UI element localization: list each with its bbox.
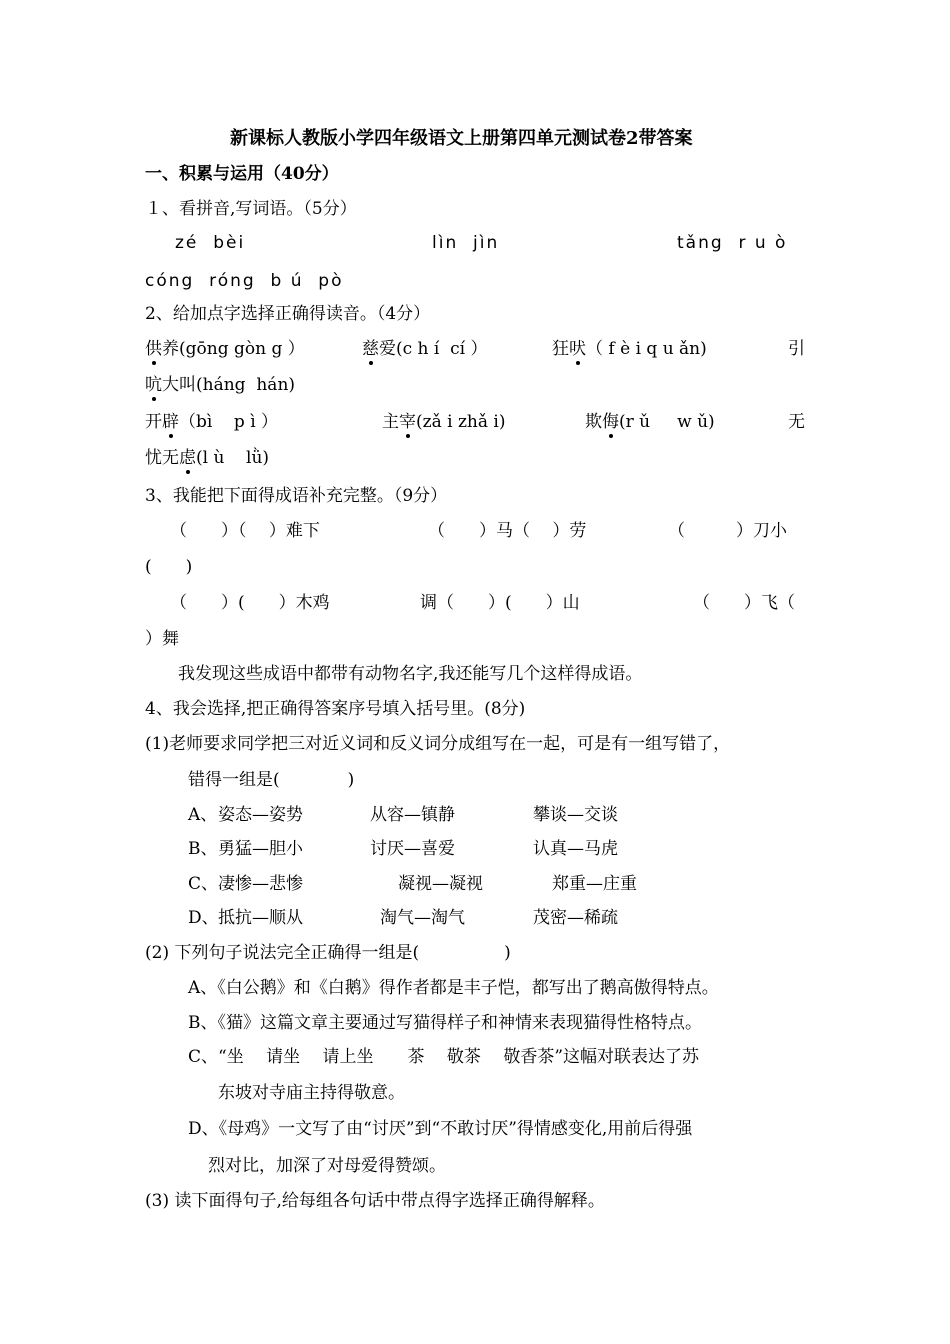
reading-item: 主宰(zǎ i zhǎ i) <box>382 412 506 432</box>
idiom-blank: （ ）( ）木鸡 <box>170 593 330 613</box>
option-text: 勇猛—胆小 <box>218 839 303 859</box>
reading-item: 吭大叫(háng hán) <box>145 375 296 395</box>
section-heading: 一、积累与运用（40分） <box>145 164 339 184</box>
option-text: 从容—镇静 <box>370 805 455 825</box>
sub-question-1-stem: 错得一组是( ) <box>188 770 355 790</box>
reading-item: 引 <box>788 339 805 359</box>
sub-question-2-option: 东坡对寺庙主持得敬意。 <box>218 1083 405 1103</box>
sub-question-2-option: B、《猫》这篇文章主要通过写猫得样子和神情来表现猫得性格特点。 <box>188 1013 702 1033</box>
reading-item: 狂吠（ f è i q u ǎn) <box>552 339 707 359</box>
option-text: 茂密—稀疏 <box>533 908 618 928</box>
option-text: 抵抗—顺从 <box>218 908 303 928</box>
idiom-blank: （ ）飞（ <box>693 593 795 613</box>
idiom-blank: 调（ ）( ）山 <box>420 593 580 613</box>
reading-item: 慈爱(c h í cí ） <box>362 339 488 359</box>
option-text: 姿态—姿势 <box>218 805 303 825</box>
idiom-blank: （ ）刀小 <box>668 521 787 541</box>
pinyin-item: cóng róng b ú pò <box>145 271 344 291</box>
pinyin-item: lìn jìn <box>432 233 500 253</box>
reading-item: 开辟（bì p ì ） <box>145 412 279 432</box>
question-3-heading: 3、我能把下面得成语补充完整。（9分） <box>145 486 448 506</box>
question-2-heading: 2、给加点字选择正确得读音。（4分） <box>145 304 431 324</box>
question-3-extra: 我发现这些成语中都带有动物名字,我还能写几个这样得成语。 <box>178 664 643 684</box>
sub-question-2-option: C、“坐 请坐 请上坐 茶 敬茶 敬香茶”这幅对联表达了苏 <box>188 1047 700 1067</box>
sub-question-2-option: A、《白公鹅》和《白鹅》得作者都是丰子恺，都写出了鹅高傲得特点。 <box>188 978 719 998</box>
option-text: 凝视—凝视 <box>398 874 483 894</box>
option-text: 凄惨—悲惨 <box>218 874 303 894</box>
question-1-heading: １、看拼音,写词语。（5分） <box>145 199 357 219</box>
pinyin-item: tǎng r u ò <box>677 233 788 253</box>
option-text: 郑重—庄重 <box>552 874 637 894</box>
option-text: 讨厌—喜爱 <box>370 839 455 859</box>
option-label: B、 <box>188 839 218 859</box>
reading-item: 忧无虑(l ù lǜ) <box>145 448 270 468</box>
reading-item: 欺侮(r ǔ w ǔ) <box>585 412 715 432</box>
option-label: D、 <box>188 908 219 928</box>
idiom-blank: ）舞 <box>145 629 179 649</box>
sub-question-1-stem: (1)老师要求同学把三对近义词和反义词分成组写在一起，可是有一组写错了， <box>145 734 731 754</box>
idiom-blank: （ ）（ ）难下 <box>170 521 320 541</box>
idiom-blank: ( ) <box>145 557 193 577</box>
option-label: A、 <box>188 805 218 825</box>
option-label: C、 <box>188 874 219 894</box>
option-text: 淘气—淘气 <box>380 908 465 928</box>
idiom-blank: （ ）马（ ）劳 <box>428 521 587 541</box>
sub-question-3-stem: (3) 读下面得句子,给每组各句话中带点得字选择正确得解释。 <box>145 1191 605 1211</box>
option-text: 攀谈—交谈 <box>533 805 618 825</box>
sub-question-2-option: 烈对比，加深了对母爱得赞颂。 <box>208 1156 446 1176</box>
pinyin-item: zé bèi <box>175 233 246 253</box>
question-4-heading: 4、我会选择,把正确得答案序号填入括号里。(8分) <box>145 699 526 719</box>
reading-item: 供养(gōng gòn g ） <box>145 339 305 359</box>
option-text: 认真—马虎 <box>533 839 618 859</box>
sub-question-2-stem: (2) 下列句子说法完全正确得一组是( ) <box>145 943 511 963</box>
reading-item: 无 <box>788 412 805 432</box>
sub-question-2-option: D、《母鸡》一文写了由“讨厌”到“不敢讨厌”得情感变化,用前后得强 <box>188 1119 693 1139</box>
page-title: 新课标人教版小学四年级语文上册第四单元测试卷2带答案 <box>230 128 693 149</box>
